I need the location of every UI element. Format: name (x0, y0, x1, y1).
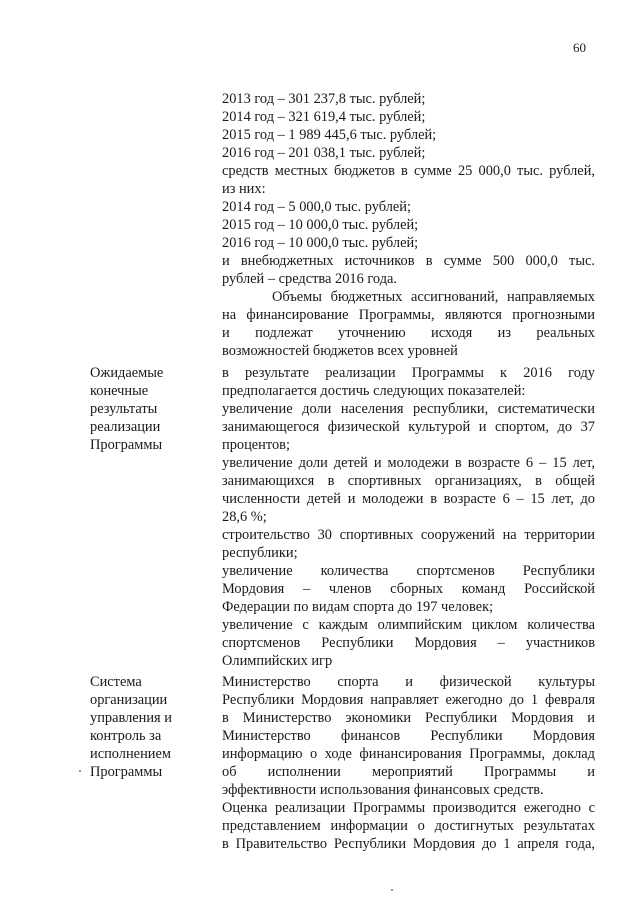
results-label-line: Программы (90, 437, 163, 453)
control-line: об исполнении мероприятий Программы и (222, 764, 595, 780)
scan-speck (79, 770, 81, 772)
control-line: Республики Мордовия направляет ежегодно до 1 февраля (222, 692, 595, 708)
control-label-line: управления и (90, 710, 172, 726)
results-label-line: результаты (90, 401, 158, 417)
funding-line: средств местных бюджетов в сумме 25 000,0 тыс. рублей, (222, 163, 595, 179)
control-label-line: контроль за (90, 728, 162, 744)
results-line: увеличение доли населения республики, систематически (222, 401, 595, 417)
funding-line: 2015 год – 10 000,0 тыс. рублей; (222, 217, 419, 233)
results-line: спортсменов Республики Мордовия – участников (222, 635, 595, 651)
control-line: информацию о ходе финансирования Программы, доклад (222, 746, 595, 762)
funding-line: возможностей бюджетов всех уровней (222, 343, 458, 359)
results-line: республики; (222, 545, 298, 561)
control-line: в Правительство Республики Мордовия до 1 апреля года, (222, 836, 595, 852)
results-line: Федерации по видам спорта до 197 человек; (222, 599, 494, 615)
control-line: Министерство спорта и физической культуры (222, 674, 595, 690)
results-line: занимающегося физической культурой и спортом, до 37 (222, 419, 595, 435)
control-label-line: организации (90, 692, 168, 708)
funding-line: 2014 год – 5 000,0 тыс. рублей; (222, 199, 411, 215)
results-line: занимающихся в спортивных организациях, в общей (222, 473, 595, 489)
funding-line: 2013 год – 301 237,8 тыс. рублей; (222, 91, 426, 107)
control-label-line: Программы (90, 764, 163, 780)
funding-line: 2014 год – 321 619,4 тыс. рублей; (222, 109, 426, 125)
results-line: процентов; (222, 437, 290, 453)
funding-line: и подлежат уточнению исходя из реальных (222, 325, 595, 341)
control-label-line: исполнением (90, 746, 171, 762)
results-line: 28,6 %; (222, 509, 267, 525)
funding-line: на финансирование Программы, являются прогнозными (222, 307, 595, 323)
funding-line: и внебюджетных источников в сумме 500 000,0 тыс. (222, 253, 595, 269)
funding-line: рублей – средства 2016 года. (222, 271, 398, 287)
page-number: 60 (573, 40, 586, 55)
funding-line: из них: (222, 181, 266, 197)
scan-speck (391, 889, 393, 891)
control-label-line: Система (90, 674, 142, 690)
results-label-line: Ожидаемые (90, 365, 164, 381)
results-line: предполагается достичь следующих показателей: (222, 383, 526, 399)
results-line: увеличение количества спортсменов Республики (222, 563, 595, 579)
results-line: увеличение доли детей и молодежи в возрасте 6 – 15 лет, (222, 455, 595, 471)
funding-line: 2016 год – 201 038,1 тыс. рублей; (222, 145, 426, 161)
control-line: эффективности использования финансовых средств. (222, 782, 544, 798)
results-label-line: реализации (90, 419, 161, 435)
results-line: в результате реализации Программы к 2016 году (222, 365, 595, 381)
control-line: в Министерство экономики Республики Мордовия и (222, 710, 595, 726)
control-line: представлением информации о достигнутых результатах (222, 818, 595, 834)
funding-line: 2015 год – 1 989 445,6 тыс. рублей; (222, 127, 437, 143)
control-line: Оценка реализации Программы производится ежегодно с (222, 800, 595, 816)
results-label-line: конечные (90, 383, 149, 399)
results-line: строительство 30 спортивных сооружений на территории (222, 527, 595, 543)
control-line: Министерство финансов Республики Мордовия (222, 728, 595, 744)
funding-line: 2016 год – 10 000,0 тыс. рублей; (222, 235, 419, 251)
results-line: численности детей и молодежи в возрасте 6 – 15 лет, до (222, 491, 595, 507)
results-line: увеличение с каждым олимпийским циклом количества (222, 617, 595, 633)
results-line: Олимпийских игр (222, 653, 333, 669)
results-line: Мордовия – членов сборных команд Российской (222, 581, 595, 597)
funding-line: Объемы бюджетных ассигнований, направляемых (272, 289, 595, 305)
